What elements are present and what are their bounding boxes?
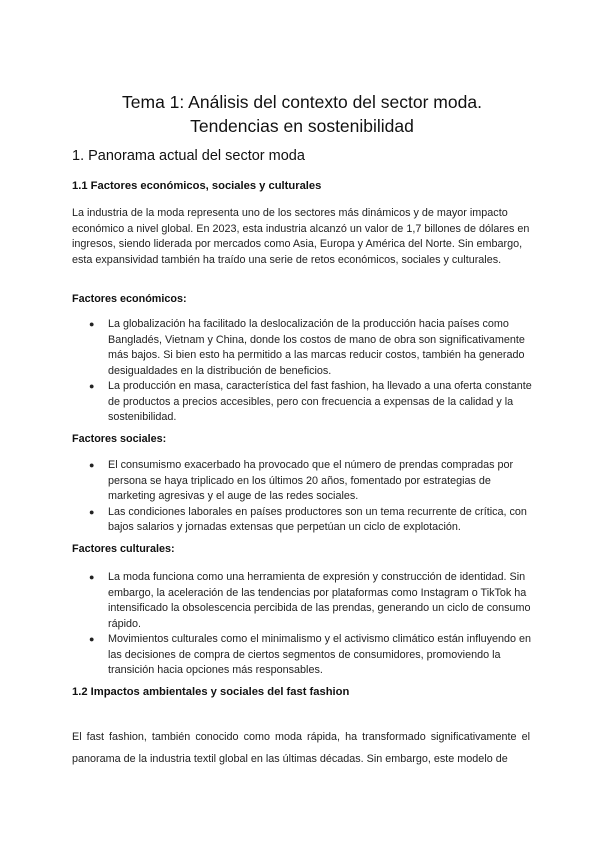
list-item: ● La moda funciona como una herramienta de expresión y construcción de identidad. Sin embargo, la aceleración de las tendencias por plataformas como Instagram o TikTok ha intensificado la obsolescencia percibida de las prendas, generando un ciclo de consumo rápido. bbox=[89, 571, 531, 630]
document-title bbox=[72, 90, 532, 138]
subsection-1-1-heading: 1.1 Factores económicos, sociales y culturales bbox=[72, 180, 322, 192]
economic-factors-label: Factores económicos: bbox=[72, 293, 187, 305]
section-1-heading: 1. Panorama actual del sector moda bbox=[72, 148, 305, 164]
title-line-1: Tema 1: Análisis del contexto del sector moda. bbox=[122, 92, 482, 112]
list-item: ● La producción en masa, característica del fast fashion, ha llevado a una oferta constante de productos a precios accesibles, pero con frecuencia a expensas de la calidad y la sostenibilidad. bbox=[89, 380, 532, 423]
list-item: ● Las condiciones laborales en países productores son un tema recurrente de crítica, con bajos salarios y jornadas extensas que perpetúan un ciclo de explotación. bbox=[89, 505, 527, 533]
list-item: ● El consumismo exacerbado ha provocado que el número de prendas compradas por persona se haya triplicado en los últimos 20 años, fomentado por estrategias de marketing agresivas y el auge de las redes sociales. bbox=[89, 459, 514, 502]
social-factors-list bbox=[72, 458, 534, 536]
intro-paragraph: La industria de la moda representa uno de los sectores más dinámicos y de mayor impacto económico a nivel global. En 2023, esta industria alcanzó un valor de 1,7 billones de dólares en ingresos, siendo liderada por mercados como Asia, Europa y América del Norte. Sin embargo, esta expansividad también ha traído una serie de retos económicos, sociales y culturales. bbox=[72, 207, 530, 266]
title-line-2: Tendencias en sostenibilidad bbox=[190, 116, 414, 136]
economic-factors-list bbox=[72, 317, 534, 426]
list-item: ● Movimientos culturales como el minimalismo y el activismo climático están influyendo en las decisiones de compra de ciertos segmentos de consumidores, promoviendo la transición hacia opciones más responsables. bbox=[89, 633, 532, 676]
social-factors-label: Factores sociales: bbox=[72, 433, 167, 445]
bullet-icon: ● bbox=[89, 460, 95, 470]
subsection-1-2-heading: 1.2 Impactos ambientales y sociales del fast fashion bbox=[72, 686, 350, 698]
bullet-icon: ● bbox=[89, 319, 95, 329]
cultural-factors-label: Factores culturales: bbox=[72, 543, 175, 555]
bullet-icon: ● bbox=[89, 506, 95, 517]
cultural-factors-list bbox=[72, 570, 534, 679]
list-item: ● La globalización ha facilitado la deslocalización de la producción hacia países como Bangladés, Vietnam y China, donde los costos de mano de obra son significativamente más bajos. Si bien esto ha permitido a las marcas reducir costos, también ha generado desigualdades en la distribución de beneficios. bbox=[89, 318, 525, 377]
fast-fashion-paragraph: El fast fashion, también conocido como moda rápida, ha transformado significativamente el panorama de la industria textil global en las últimas décadas. Sin embargo, este modelo de bbox=[72, 731, 530, 765]
bullet-icon: ● bbox=[89, 634, 95, 644]
bullet-icon: ● bbox=[89, 572, 95, 582]
bullet-icon: ● bbox=[89, 381, 95, 391]
